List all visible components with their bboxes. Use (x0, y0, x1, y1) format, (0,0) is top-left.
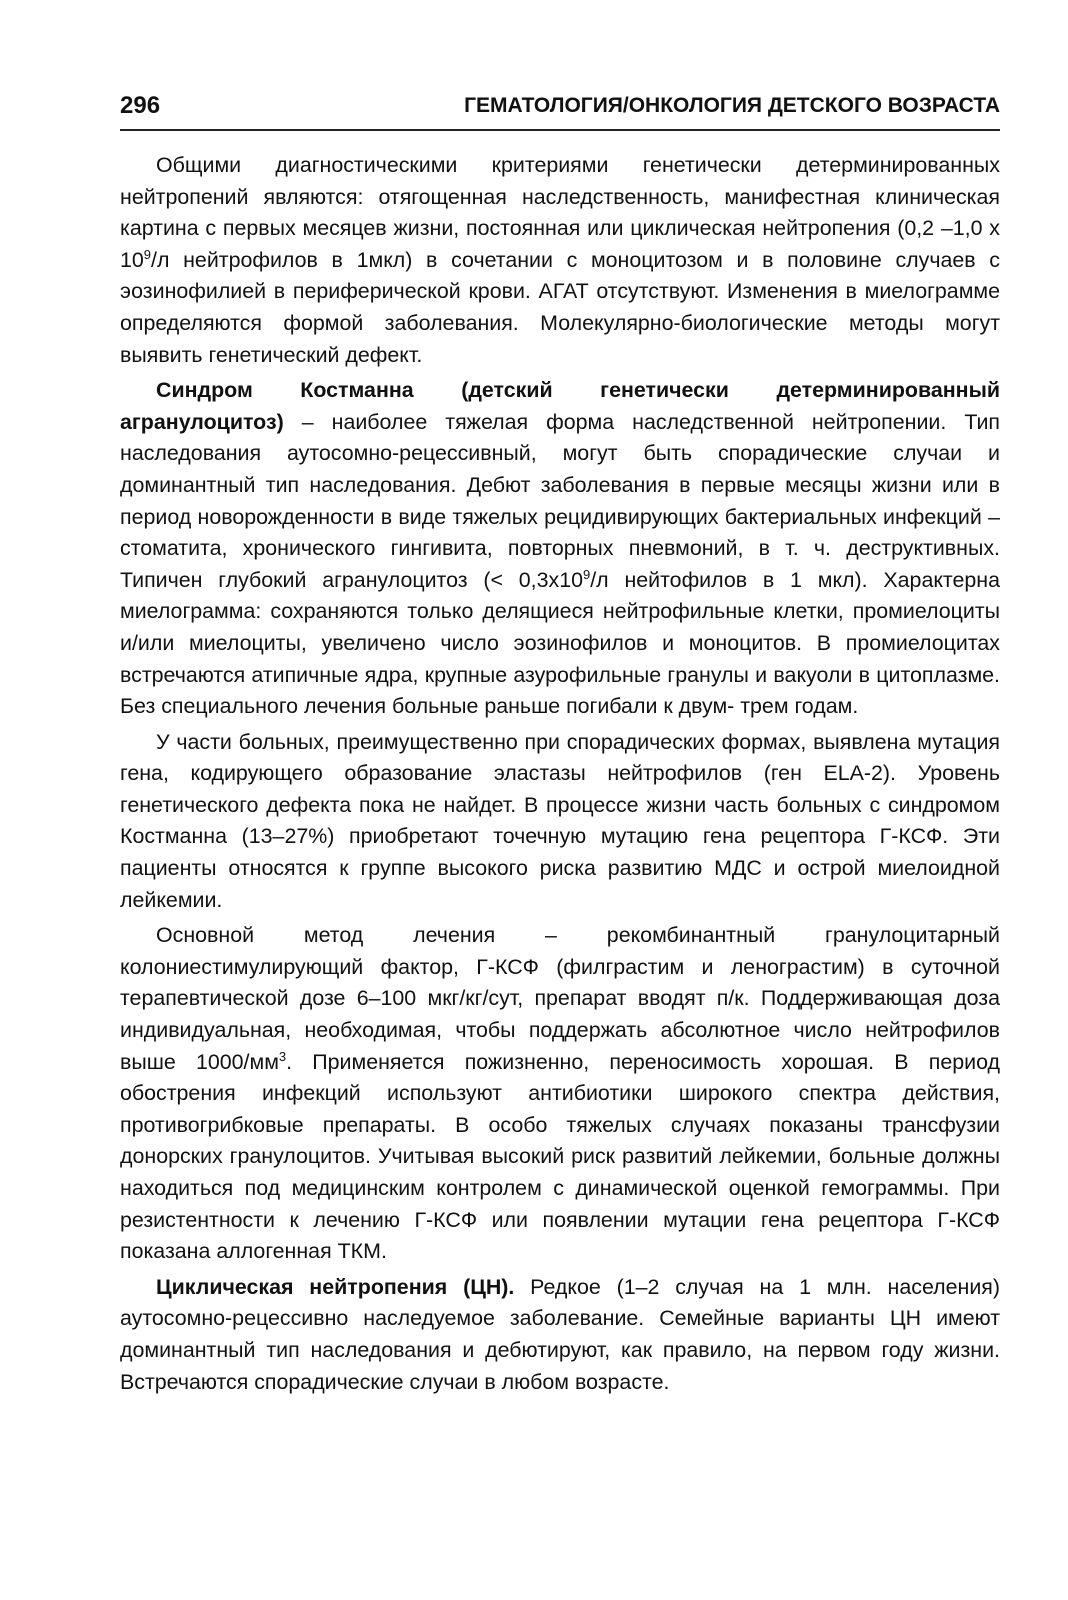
paragraph-mutation (120, 727, 1000, 917)
paragraph-text: Редкое (1–2 случая на 1 млн. населения) аутосомно-рецессивно наследуемое заболевание. Семейные варианты ЦН имеют доминантный тип наследования и дебютируют, как правило, на первом году жизни. Встречаются спорадические случаи в любом возрасте. (120, 1274, 1000, 1394)
paragraph-kostmann-syndrome (120, 375, 1000, 723)
paragraph-text: Общими диагностическими критериями генетически детерминированных нейтропений являются: отягощенная наследственность, манифестная клиническая картина с первых месяцев жизни, постоянная или циклическая нейтропения (0,2 –1,0 х 10 (120, 153, 1000, 272)
body-text (120, 150, 1000, 1398)
page-number: 296 (120, 92, 161, 119)
paragraph-text: . Применяется пожизненно, переносимость хорошая. В период обострения инфекций используют антибиотики широкого спектра действия, противогрибковые препараты. В особо тяжелых случаях показаны трансфузии донорских гранулоцитов. Учитывая высокий риск развитий лейкемии, больные должны находиться под медицинским контролем с динамической оценкой гемограммы. При резистентности к лечению Г-КСФ или появлении мутации гена рецептора Г-КСФ показана аллогенная ТКМ. (120, 1049, 1000, 1264)
paragraph-text: /л нейтофилов в 1 мкл). Характерна миелограмма: сохраняются только делящиеся нейтрофильные клетки, промиелоциты и/или миелоциты, увеличено число эозинофилов и моноцитов. В промиелоцитах встречаются атипичные ядра, крупные азурофильные гранулы и вакуоли в цитоплазме. Без специального лечения больные раньше погибали к двум- трем годам. (120, 567, 1000, 719)
paragraph-text: Основной метод лечения – рекомбинантный гранулоцитарный колониестимулирующий фактор, Г-КСФ (филграстим и ленограстим) в суточной терапевтической дозе 6–100 мкг/кг/сут, препарат вводят п/к. Поддерживающая доза индивидуальная, необходимая, чтобы поддержать абсолютное число нейтрофилов выше 1000/мм (120, 923, 1000, 1074)
paragraph-treatment (120, 920, 1000, 1268)
term-heading: Циклическая нейтропения (ЦН). (156, 1274, 515, 1299)
paragraph-text: /л нейтрофилов в 1мкл) в сочетании с моноцитозом и в половине случаев с эозинофилией в периферической крови. АГАТ отсутствуют. Изменения в миелограмме определяются формой заболевания. Молекулярно-биологические методы могут выявить генетический дефект. (120, 247, 1000, 367)
paragraph-text: – наиболее тяжелая форма наследственной нейтропении. Тип наследования аутосомно-рецессивный, могут быть спорадические случаи и доминантный тип наследования. Дебют заболевания в первые месяцы жизни или в период новорожденности в виде тяжелых рецидивирующих бактериальных инфекций – стоматита, хронического гингивита, повторных пневмоний, в т. ч. деструктивных. Типичен глубокий агранулоцитоз (< 0,3х10 (120, 409, 1000, 592)
superscript: 3 (278, 1048, 287, 1064)
term-heading: Синдром Костманна (детский генетически детерминированный агранулоцитоз) (120, 378, 1000, 434)
paragraph-diagnostic-criteria (120, 150, 1000, 371)
superscript: 9 (583, 566, 591, 582)
page-header (120, 92, 1000, 126)
paragraph-cyclic-neutropenia (120, 1272, 1000, 1398)
running-title: ГЕМАТОЛОГИЯ/ОНКОЛОГИЯ ДЕТСКОГО ВОЗРАСТА (464, 94, 1000, 117)
paragraph-text: У части больных, преимущественно при спорадических формах, выявлена мутация гена, кодирующего образование эластазы нейтрофилов (ген ELA-2). Уровень генетического дефекта пока не найдет. В процессе жизни часть больных с синдромом Костманна (13–27%) приобретают точечную мутацию гена рецептора Г-КСФ. Эти пациенты относятся к группе высокого риска развитию МДС и острой миелоидной лейкемии. (120, 729, 1000, 912)
header-rule (120, 129, 1000, 131)
superscript: 9 (143, 246, 152, 262)
